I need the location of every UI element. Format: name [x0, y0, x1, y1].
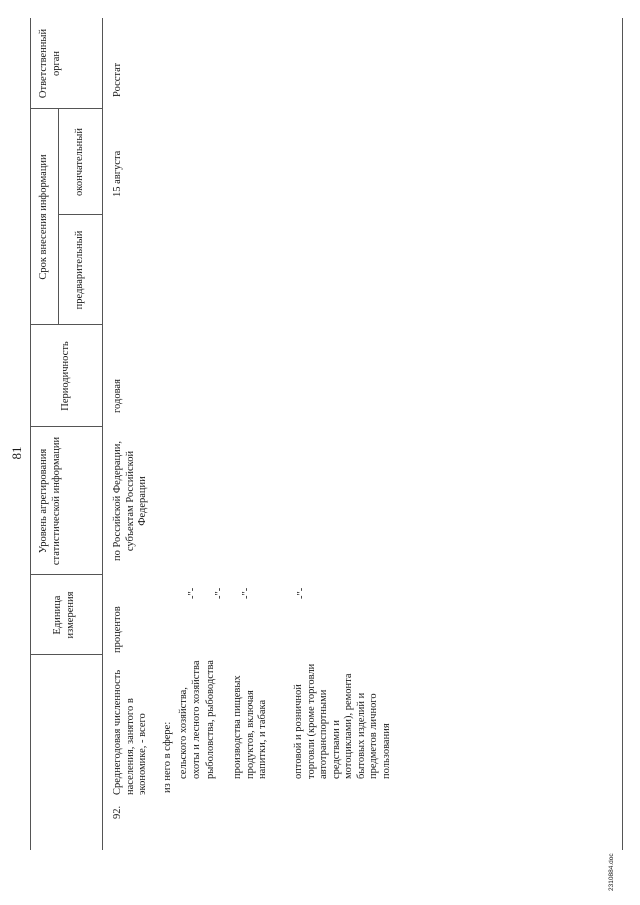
ditto-mark: -"- — [214, 587, 225, 599]
subitem-text: сельского хозяйства, охоты и лесного хозяйства — [178, 660, 202, 779]
header-deadline: Срок внесения информации — [38, 154, 49, 280]
subitem-text: производства пищевых продуктов, включая напитки, и табака — [232, 675, 268, 779]
header-period: Периодичность — [60, 341, 71, 411]
indicator-name: Среднегодовая численность населения, занятого в экономике, - всего — [112, 669, 148, 795]
subitem-text: оптовой и розничной торговли (кроме торговли автотранспортными средствами и мотоциклами), ремонта бытовых изделий и предметов личного пользования — [293, 663, 392, 779]
header-final: окончательный — [74, 128, 85, 196]
ditto-mark: -"- — [296, 587, 307, 599]
ditto-mark: -"- — [187, 587, 198, 599]
header-responsible: Ответственный орган — [38, 28, 62, 99]
level-value: по Российской Федерации, субъектам Российской Федерации — [112, 440, 148, 562]
deadline-subheader-line — [58, 109, 59, 325]
subitem-text: рыболовства, рыбоводства — [205, 660, 216, 779]
header-level: Уровень агрегирования статистической информации — [38, 436, 62, 566]
sub-intro: из него в сфере: — [162, 721, 173, 793]
footer-filename: 2310884.doc — [608, 853, 615, 891]
table-top-border — [30, 18, 31, 850]
table-bottom-border — [622, 18, 623, 850]
header-preliminary: предварительный — [74, 230, 85, 310]
responsible-value: Росстат — [112, 62, 123, 97]
header-bottom-border — [102, 18, 103, 850]
page-number: 81 — [9, 446, 24, 460]
period-value: годовая — [112, 379, 123, 413]
header-unit: Единица измерения — [52, 591, 76, 639]
ditto-mark: -"- — [241, 587, 252, 599]
row-number: 92. — [112, 805, 123, 819]
unit-value: процентов — [112, 606, 123, 653]
final-value: 15 августа — [112, 150, 123, 197]
